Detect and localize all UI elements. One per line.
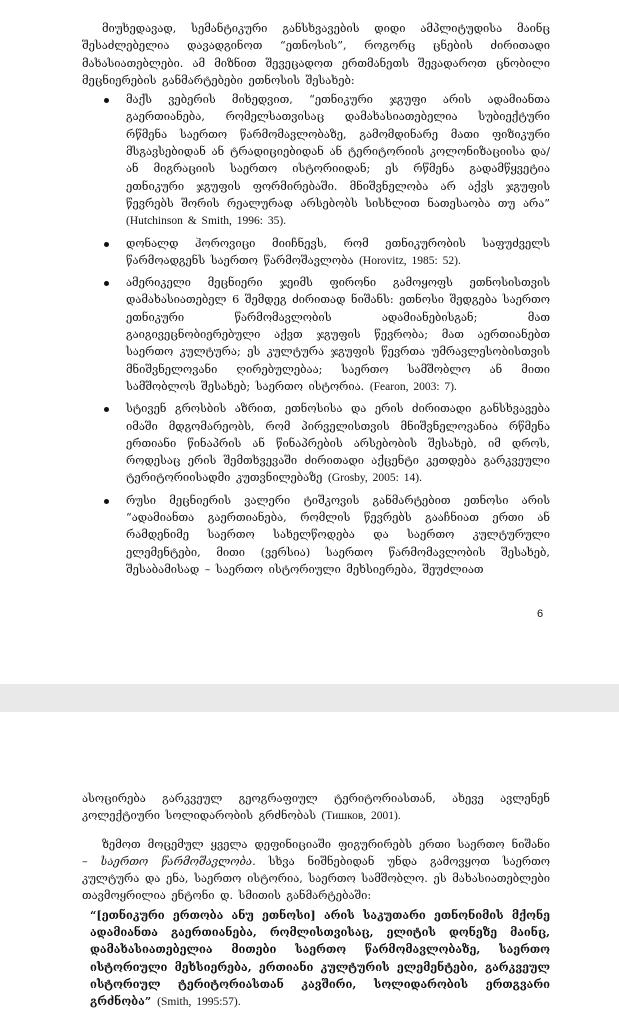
definition-text: ამერიკელი მეცნიერი ჯეიმს ფირონი გამოყოფს ეთნოსისთვის დამახასიათებელ 6 შემდეგ ძირითად ნიშანს: ეთნოსი შედგება საერთო ეთნიკური წარმომავლობის ადამიანებისგან; მათ გაიგივეცნობიერებული აქვთ ჯგუფის წევრობა; მათ აერთიანებთ საერთო კულტურა; ეს კულტურა ჯგუფის წევრთა უმრავლესობისთვის მნიშვნელოვანი ღირებულებაა; საერთო სამშობლო ან მითი სამშობლოს შესახებ; საერთო ისტორია. bbox=[126, 276, 550, 393]
page-6-body bbox=[82, 20, 550, 582]
definition-text: დონალდ ჰოროვიცი მიიჩნევს, რომ ეთნიკურობის საფუძველს წარმოადგენს საერთო წარმოშავლობა bbox=[126, 236, 550, 267]
bullet-icon bbox=[104, 407, 109, 412]
list-item bbox=[126, 235, 550, 271]
page-separator bbox=[0, 684, 619, 712]
definition-text: რუსი მეცნიერის ვალერი ტიშკოვის განმარტებით ეთნოსი არის “ადამიანთა გაერთიანება, რომლის წევრებს გააჩნიათ ერთი ან რამდენიმე საერთო სახელწოდება და საერთო კულტურული ელემენტები, მითი (ვერსია) საერთო წარმომავლობის შესახებ, შესაბამისად – საერთო ისტორიული მეხსიერება, შეუძლიათ bbox=[126, 493, 550, 576]
definition-text: მაქს ვებერის მიხედვით, “ეთნიკური ჯგუფი არის ადამიანთა გაერთიანება, რომელსათვისაც დამახასიათებელია სუბიექტური რწმენა საერთო წარმომავლობაზე, გამომდინარე მათი ფიზიკური მსგავსებიდან ან ტრადიციებიდან ან ტერიტორიის კოლონიზაციისა და/ან მიგრაციის საერთო ისტორიიდან; ეს რწმენა გადამწყვეტია ეთნიკური ჯგუფის ფორმირებაში. მნიშვნელობა არ აქვს ჯგუფის წევრებს შორის რეალურად არსებობს სისხლით ნათესაობა თუ არა” bbox=[126, 93, 550, 210]
quote-text: “[ეთნიკური ერთობა ანუ ეთნოსი] არის საკუთარი ეთნონიმის მქონე ადამიანთა გაერთიანება, რომლისთვისაც, ელიტის დონეზე მაინც, დამახასიათებელია მითები საერთო წარმომავლობაზე, საერთო ისტორიული მეხსიერება, ერთიანი კულტურის ელემენტები, გარკვეულ ისტორიულ ტერიტორიასთან კავშირი, სოლიდარობის ერთგვარი გრძნობა” bbox=[90, 907, 550, 1009]
definition-text: სტივენ გროსბის აზრით, ეთნოსისა და ერის ძირითადი განსხვავება იმაში მდგომარეობს, რომ პირველისთვის მნიშვნელოვანია რწმენა ერთიანი წინაპრის ან წინაპრების არსებობის შესახებ, იმ დროს, როდესაც ერის შემთხვევაში ძირითადი აქცენტი კეთდება გარკვეული ტერიტორიისადმი კუთვნილებაზე bbox=[126, 402, 550, 485]
list-item bbox=[126, 492, 550, 578]
intro-paragraph: მიუხედავად, სემანტიკური განსხვავების დიდი ამპლიტუდისა მაინც შესაძლებელია დავადგინოთ “ეთნოსის”, როგორც ცნების ძირითადი მახასიათებლები. ამ მიზნით შევეცადოთ ერთმანეთს შევადაროთ ცნობილი მეცნიერების განმარტებები ეთნოსის შესახებ: bbox=[82, 22, 550, 87]
list-item bbox=[126, 400, 550, 487]
summary-text-end: სხვა ნიშნებიდან უნდა გამოვყოთ საერთო კულტურა და ენა, საერთო ისტორია, საერთო სამშობლო. ეს მახასიათებლები თავმოყრილია ენტონი დ. სმითის განმარტებაში: bbox=[82, 854, 550, 903]
summary-emphasis: საერთო წარმოშავლობა. bbox=[100, 854, 256, 868]
definition-list bbox=[82, 91, 550, 578]
list-item bbox=[126, 91, 550, 230]
bullet-icon bbox=[104, 98, 109, 103]
continuation-text: ასოცირება გარკვეულ გეოგრაფიულ ტერიტორიასთან, ახევე ავლენენ კოლექტიური სოლიდარობის გრძნობას bbox=[82, 792, 550, 823]
bullet-icon bbox=[104, 242, 109, 247]
summary-paragraph bbox=[82, 836, 550, 905]
page-7-body bbox=[82, 790, 550, 1012]
smith-quote bbox=[82, 907, 550, 1012]
citation: (Horovitz, 1985: 52). bbox=[359, 254, 461, 267]
bullet-icon bbox=[104, 499, 109, 504]
summary-text-start: ზემოთ მოცემულ ყველა დეფინიციაში ფიგურირებს ერთი საერთო ნიშანი – bbox=[82, 837, 550, 868]
citation: (Тишков, 2001). bbox=[321, 810, 401, 823]
list-item bbox=[126, 274, 550, 396]
page-7 bbox=[0, 712, 619, 1024]
page-number: 6 bbox=[537, 608, 544, 620]
citation: (Smith, 1995:57). bbox=[157, 996, 241, 1009]
citation: (Grosby, 2005: 14). bbox=[327, 472, 422, 485]
bullet-icon bbox=[104, 281, 109, 286]
continuation-paragraph bbox=[82, 790, 550, 826]
citation: (Fearon, 2003: 7). bbox=[369, 380, 457, 393]
citation: (Hutchinson & Smith, 1996: 35). bbox=[126, 215, 287, 228]
